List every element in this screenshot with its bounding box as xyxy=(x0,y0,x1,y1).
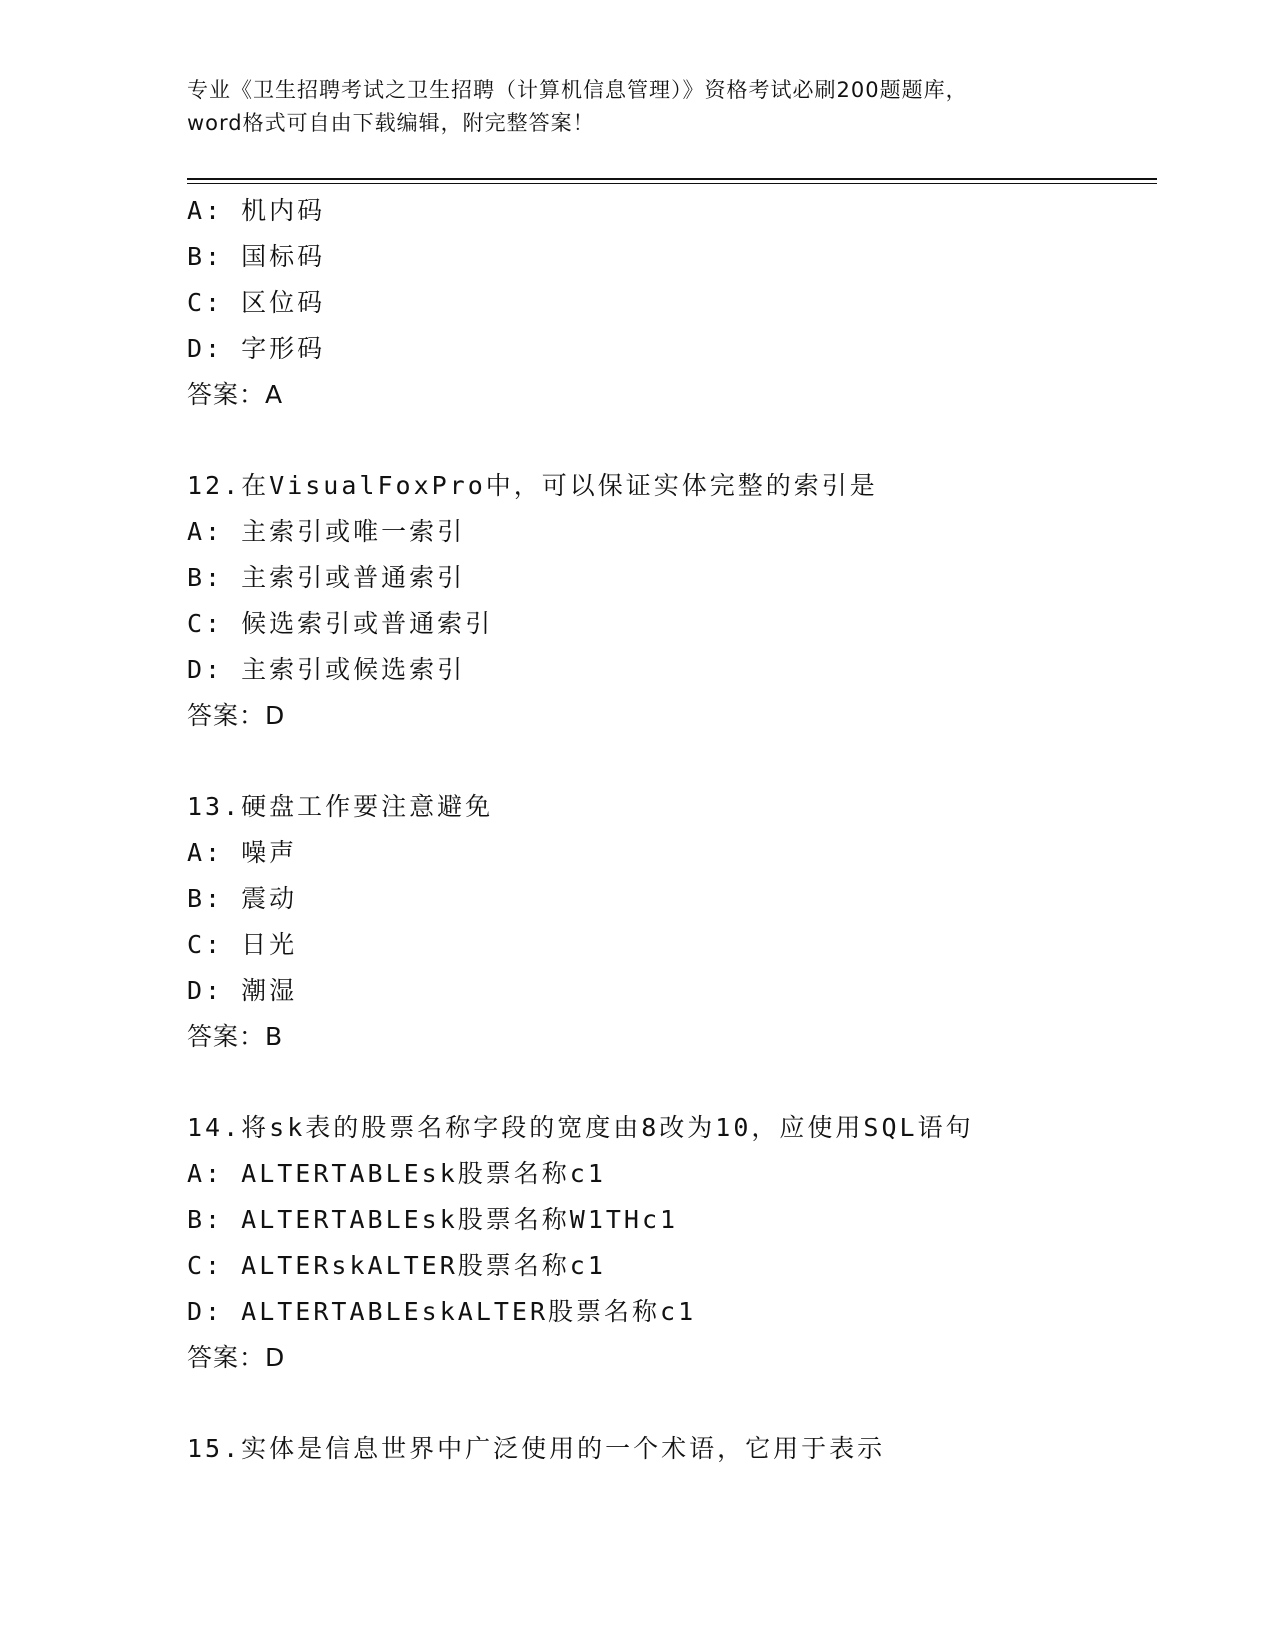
option-a: A: ALTERTABLEsk股票名称c1 xyxy=(187,1159,606,1188)
answer: 答案：D xyxy=(187,1343,286,1372)
option-b: B: 震动 xyxy=(187,884,298,913)
option-a: A: 噪声 xyxy=(187,838,298,867)
option-d: D: ALTERTABLEskALTER股票名称c1 xyxy=(187,1297,697,1326)
option-b: B: ALTERTABLEsk股票名称W1THc1 xyxy=(187,1205,679,1234)
question-stem: 12.在VisualFoxPro中，可以保证实体完整的索引是 xyxy=(187,471,878,500)
option-b: B: 主索引或普通索引 xyxy=(187,563,466,592)
question-15 xyxy=(187,1426,1157,1472)
header-rule-thick xyxy=(187,178,1157,180)
option-a: A: 主索引或唯一索引 xyxy=(187,517,466,546)
question-14 xyxy=(187,1105,1157,1381)
option-d: D: 潮湿 xyxy=(187,976,298,1005)
header-rule-thin xyxy=(187,183,1157,184)
document-header xyxy=(187,74,1087,140)
header-line-1: 专业《卫生招聘考试之卫生招聘（计算机信息管理）》资格考试必刷200题题库， xyxy=(187,78,968,102)
question-stem: 14.将sk表的股票名称字段的宽度由8改为10，应使用SQL语句 xyxy=(187,1113,974,1142)
option-c: C: 候选索引或普通索引 xyxy=(187,609,494,638)
question-gap xyxy=(187,1060,1157,1105)
question-stem: 13.硬盘工作要注意避免 xyxy=(187,792,494,821)
question-11 xyxy=(187,188,1157,418)
question-gap xyxy=(187,739,1157,784)
answer: 答案：B xyxy=(187,1022,284,1051)
question-gap xyxy=(187,418,1157,463)
question-gap xyxy=(187,1381,1157,1426)
question-12 xyxy=(187,463,1157,739)
option-c: C: ALTERskALTER股票名称c1 xyxy=(187,1251,606,1280)
header-line-2: word格式可自由下载编辑，附完整答案！ xyxy=(187,111,595,135)
answer: 答案：D xyxy=(187,701,286,730)
question-list xyxy=(187,188,1157,1472)
question-13 xyxy=(187,784,1157,1060)
option-a: A: 机内码 xyxy=(187,196,326,225)
question-stem: 15.实体是信息世界中广泛使用的一个术语，它用于表示 xyxy=(187,1434,886,1463)
option-d: D: 字形码 xyxy=(187,334,326,363)
answer: 答案：A xyxy=(187,380,284,409)
option-c: C: 区位码 xyxy=(187,288,326,317)
option-d: D: 主索引或候选索引 xyxy=(187,655,466,684)
option-c: C: 日光 xyxy=(187,930,298,959)
option-b: B: 国标码 xyxy=(187,242,326,271)
